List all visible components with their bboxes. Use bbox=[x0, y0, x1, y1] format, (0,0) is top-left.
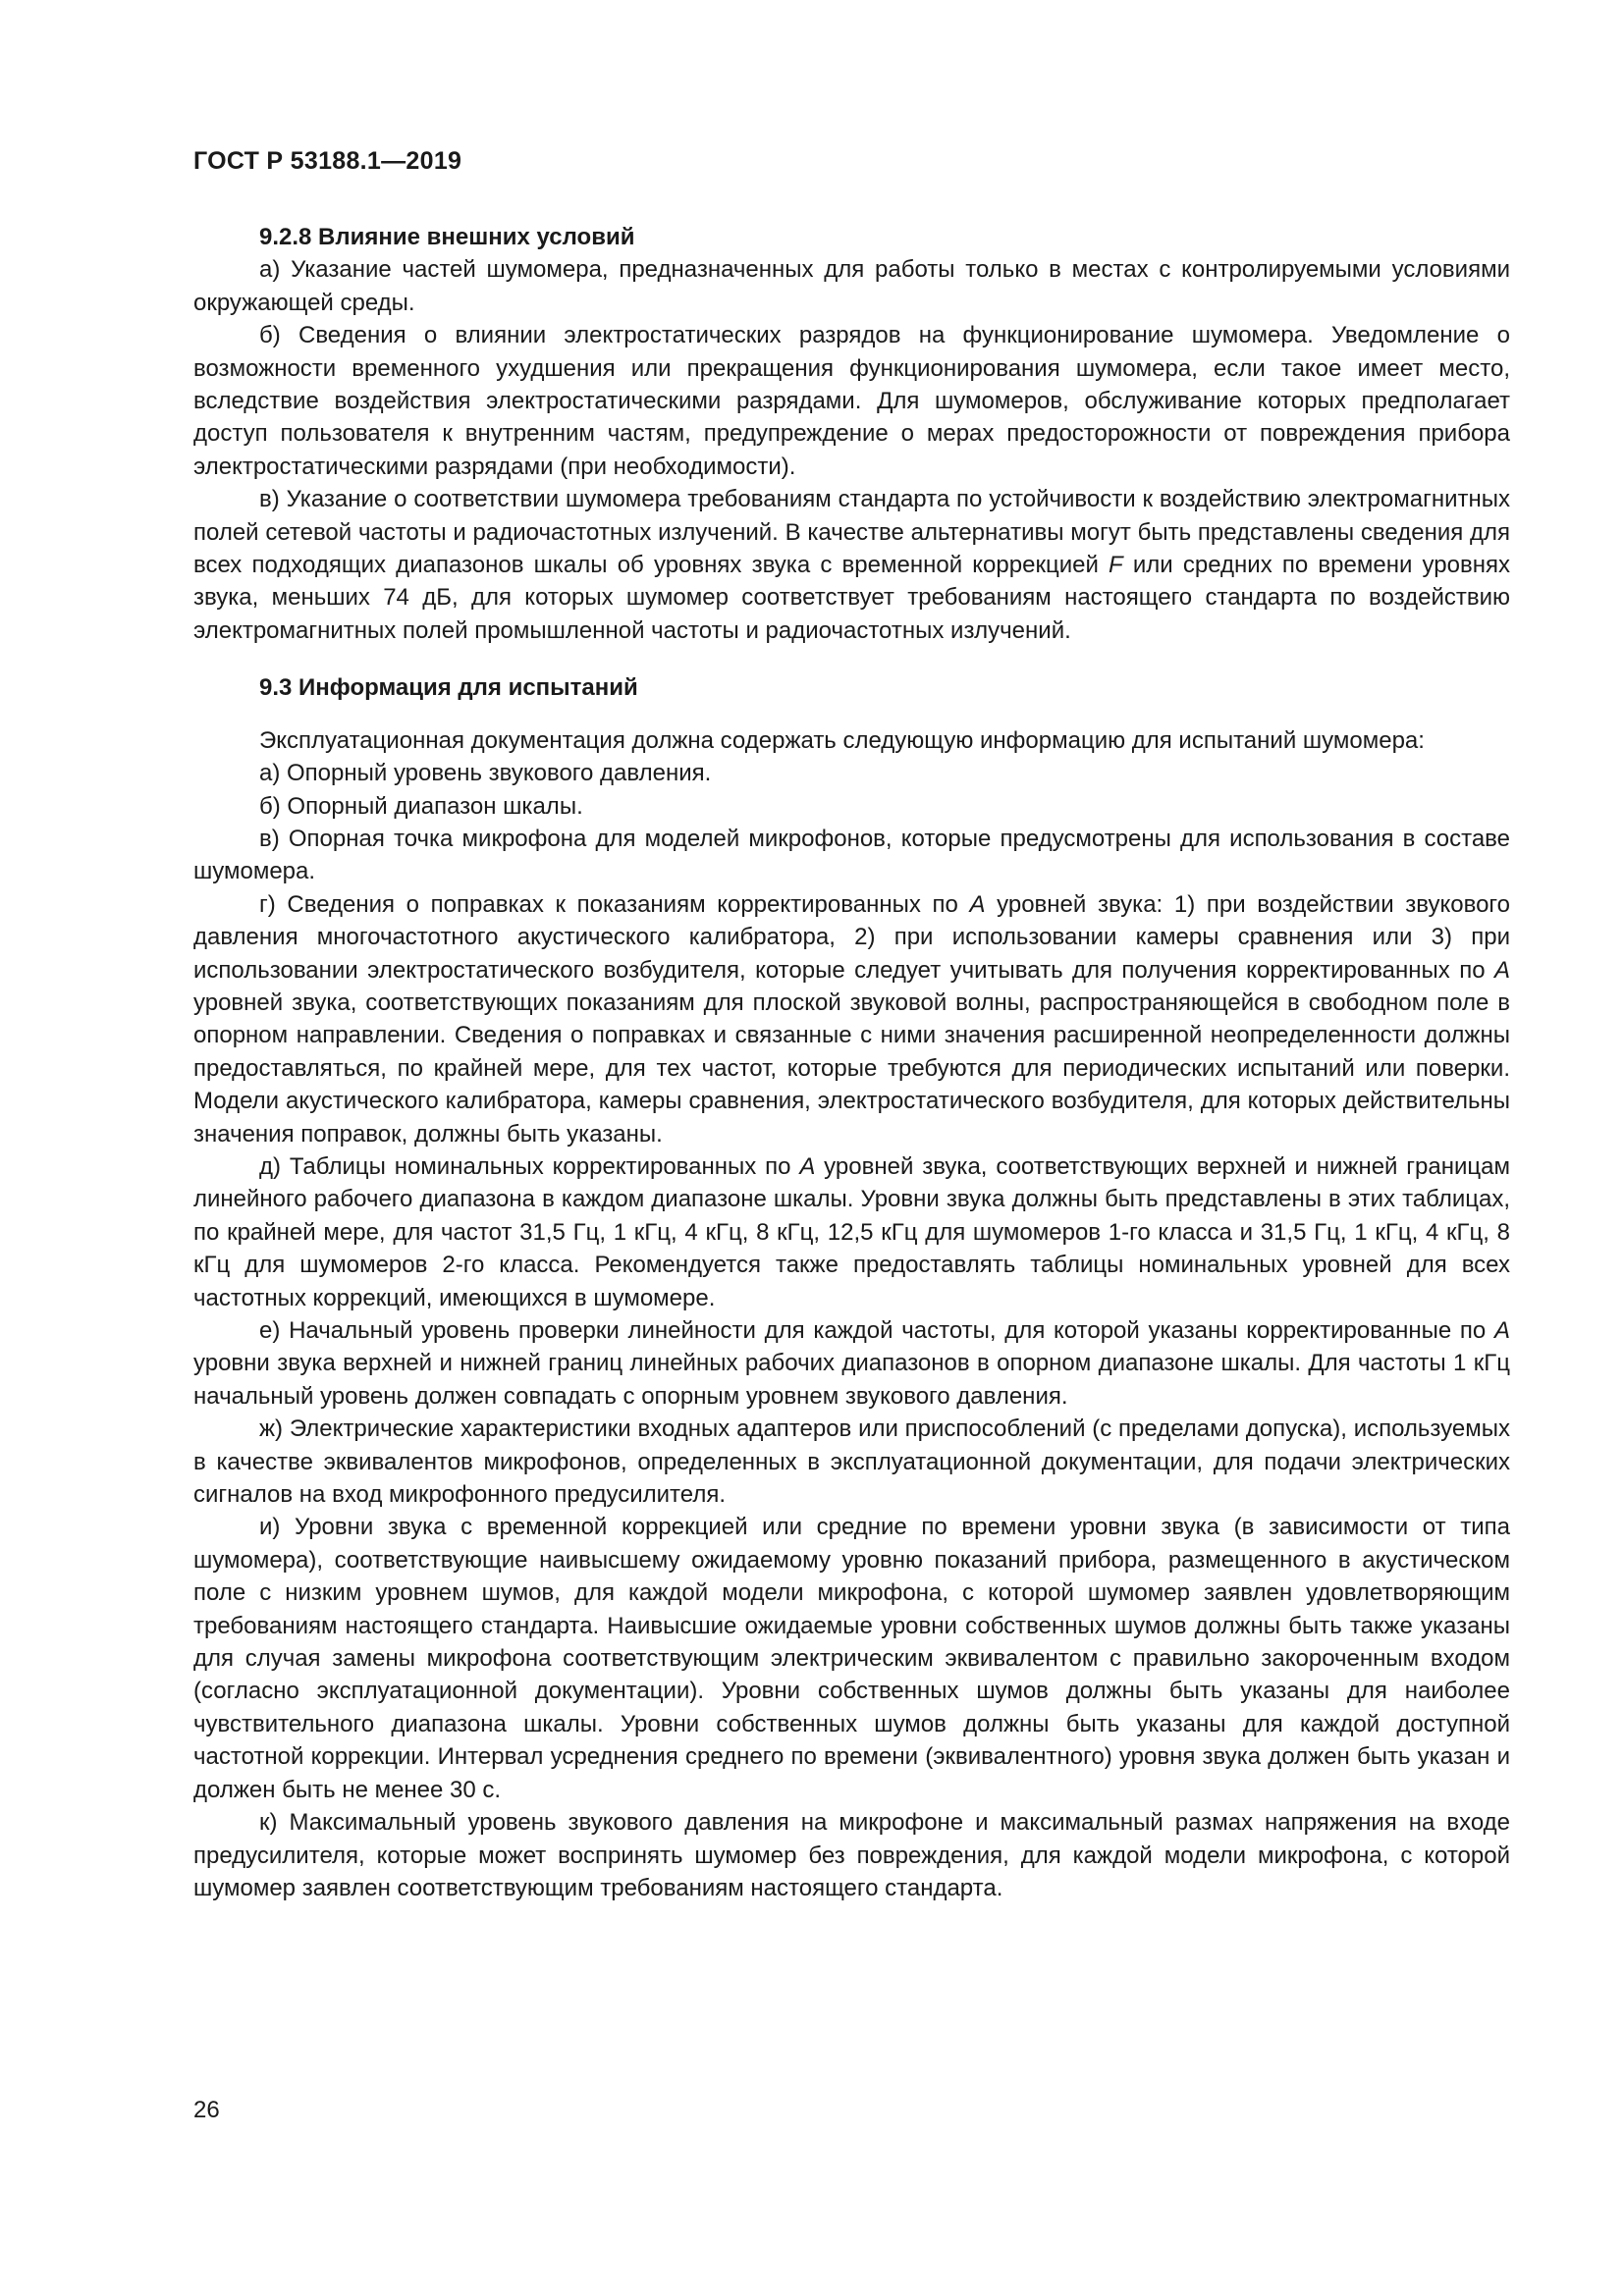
paragraph-9-3-a: а) Опорный уровень звукового давления. bbox=[259, 760, 712, 787]
paragraph-9-3-d: д) Таблицы номинальных корректированных по A уровней звука, соответствующих верхней и нижней границам линейного рабочего диапазона в каждом диапазоне шкалы. Уровни звука должны быть представлены в этих таблицах, по крайней мере, для частот 31,5 Гц, 1 кГц, 4 кГц, 8 кГц, 12,5 кГц для шумомеров 1-го класса и 31,5 Гц, 1 кГц, 4 кГц, 8 кГц для шумомеров 2-го класса. Рекомендуется также предоставлять таблицы номинальных уровней для всех частотных коррекций, имеющихся в шумомере. bbox=[193, 1152, 1510, 1311]
paragraph-9-2-8-b: б) Сведения о влиянии электростатических разрядов на функционирование шумомера. Уведомление о возможности временного ухудшения или прекращения функционирования шумомера, если такое имеет место, вследствие воздействия электростатическими разрядами. Для шумомеров, обслуживание которых предполагает доступ пользователя к внутренним частям, предупреждение о мерах предосторожности от повреждения прибора электростатическими разрядами (при необходимости). bbox=[193, 322, 1510, 480]
paragraph-9-2-8-a: а) Указание частей шумомера, предназначенных для работы только в местах с контролируемыми условиями окружающей среды. bbox=[193, 256, 1510, 316]
document-body bbox=[193, 221, 1510, 1904]
paragraph-9-3-e: е) Начальный уровень проверки линейности для каждой частоты, для которой указаны корректированные по A уровни звука верхней и нижней границ линейных рабочих диапазонов в опорном диапазоне шкалы. Для частоты 1 кГц начальный уровень должен совпадать с опорным уровнем звукового давления. bbox=[193, 1317, 1510, 1410]
paragraph-9-3-g: г) Сведения о поправках к показаниям корректированных по A уровней звука: 1) при воздействии звукового давления многочастотного акустического калибратора, 2) при использовании камеры сравнения или 3) при использовании электростатического возбудителя, которые следует учитывать для получения корректированных по A уровней звука, соответствующих показаниям для плоской звуковой волны, распространяющейся в свободном поле в опорном направлении. Сведения о поправках и связанные с ними значения расширенной неопределенности должны предоставляться, по крайней мере, для тех частот, которые требуются для периодических испытаний или поверки. Модели акустического калибратора, камеры сравнения, электростатического возбудителя, для которых действительны значения поправок, должны быть указаны. bbox=[193, 890, 1510, 1148]
page-number: 26 bbox=[193, 2097, 220, 2123]
paragraph-9-3-b: б) Опорный диапазон шкалы. bbox=[259, 792, 583, 820]
paragraph-9-3-v: в) Опорная точка микрофона для моделей микрофонов, которые предусмотрены для использования в составе шумомера. bbox=[193, 825, 1510, 885]
paragraph-9-2-8-v: в) Указание о соответствии шумомера требованиям стандарта по устойчивости к воздействию электромагнитных полей сетевой частоты и радиочастотных излучений. В качестве альтернативы могут быть представлены сведения для всех подходящих диапазонов шкалы об уровнях звука с временной коррекцией F или средних по времени уровнях звука, меньших 74 дБ, для которых шумомер соответствует требованиям настоящего стандарта по воздействию электромагнитных полей промышленной частоты и радиочастотных излучений. bbox=[193, 486, 1510, 644]
paragraph-9-3-zh: ж) Электрические характеристики входных адаптеров или приспособлений (с пределами допуска), используемых в качестве эквивалентов микрофонов, определенных в эксплуатационной документации, для подачи электрических сигналов на вход микрофонного предусилителя. bbox=[193, 1415, 1510, 1509]
section-heading-9-3: 9.3 Информация для испытаний bbox=[259, 674, 638, 702]
paragraph-9-3-k: к) Максимальный уровень звукового давления на микрофоне и максимальный размах напряжения на входе предусилителя, которые может воспринять шумомер без повреждения, для каждой модели микрофона, с которой шумомер заявлен соответствующим требованиям настоящего стандарта. bbox=[193, 1809, 1510, 1901]
document-header: ГОСТ Р 53188.1—2019 bbox=[193, 147, 462, 175]
section-heading-9-2-8: 9.2.8 Влияние внешних условий bbox=[259, 224, 635, 250]
paragraph-9-3-intro: Эксплуатационная документация должна содержать следующую информацию для испытаний шумомера: bbox=[259, 726, 1425, 754]
paragraph-9-3-i: и) Уровни звука с временной коррекцией или средние по времени уровни звука (в зависимости от типа шумомера), соответствующие наивысшему ожидаемому уровню показаний прибора, размещенного в акустическом поле с низким уровнем шумов, для каждой модели микрофона, с которой шумомер заявлен удовлетворяющим требованиям настоящего стандарта. Наивысшие ожидаемые уровни собственных шумов должны быть также указаны для случая замены микрофона соответствующим электрическим эквивалентом с правильно закороченным входом (согласно эксплуатационной документации). Уровни собственных шумов должны быть указаны для наиболее чувствительного диапазона шкалы. Уровни собственных шумов должны быть указаны для каждой доступной частотной коррекции. Интервал усреднения среднего по времени (эквивалентного) уровня звука должен быть указан и должен быть не менее 30 с. bbox=[193, 1514, 1510, 1803]
